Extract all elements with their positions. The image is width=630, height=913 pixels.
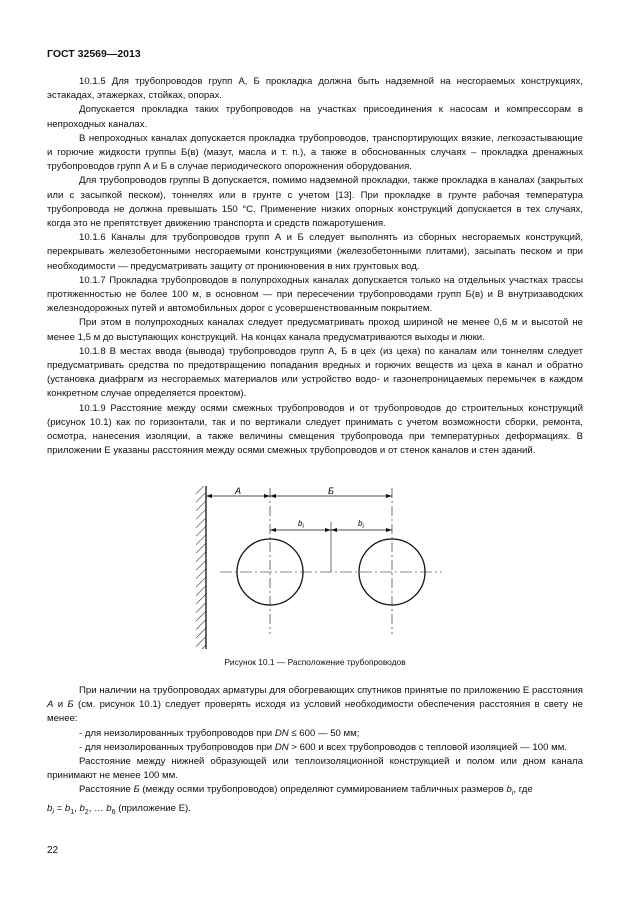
wall-hatching (196, 486, 206, 649)
arrow (331, 528, 337, 532)
paragraph-10-1-5: 10.1.5 Для трубопроводов групп А, Б прокладка должна быть надземной на несгораемых конструкциях, эстакадах, этажерках, стойках, опорах. (47, 76, 583, 102)
body-text-after-figure (47, 684, 583, 820)
page-number: 22 (47, 845, 59, 856)
figure-caption: Рисунок 10.1 — Расположение трубопроводов (224, 657, 406, 667)
paragraph-10-1-7: 10.1.7 Прокладка трубопроводов в полупроходных каналах допускается только на отдельных участках трассы протяженностью не более 100 м, в основном — при пересечении трубопроводами групп Б(в) и В внутризаводских железнодорожных путей и автомобильных дорог с усовершенствованным покрытием. (47, 274, 583, 315)
paragraph: Допускается прокладка таких трубопроводов на участках присоединения к насосам и компрессорам в непроходных каналах. (47, 104, 583, 130)
paragraph: Расстояние между нижней образующей или теплоизоляционной конструкцией и полом или дном канала принимают не менее 100 мм. (47, 756, 583, 782)
dimension-label-a: А (235, 486, 242, 496)
dimension-label-bi-2: $b_i$ (358, 519, 364, 530)
arrow (206, 494, 212, 498)
paragraph-10-1-6: 10.1.6 Каналы для трубопроводов групп А и Б следует выполнять из сборных несгораемых конструкций, перекрывать железобетонными несгораемыми конструкциями (железобетонными плитами), засыпать песком и при необходимости — предусматривать защиту от проникновения в них грунтовых вод. (47, 232, 583, 272)
document-header: ГОСТ 32569—2013 (47, 48, 141, 60)
figure-pipe-layout (180, 484, 460, 654)
arrow (386, 494, 392, 498)
dimension-label-b: Б (328, 486, 334, 496)
paragraph: При наличии на трубопроводах арматуры для обогревающих спутников принятые по приложению Е расстояния А и Б (см. рисунок 10.1) следует проверять исходя из условий необходимости обеспечения расстояния в свету не менее: (47, 685, 583, 725)
paragraph-10-1-8: 10.1.8 В местах ввода (вывода) трубопроводов групп А, Б в цех (из цеха) по каналам или тоннелям следует предусматривать средства по предотвращению попадания вредных и горючих веществ из цеха в канал и обратно (установка диафрагм из несгораемых материалов или устройство водо- и газонепроницаемых перемычек в каждом конкретном случае определяется проектом). (47, 345, 583, 400)
arrow (325, 528, 331, 532)
paragraph: При этом в полупроходных каналах следует предусматривать проход шириной не менее 0,6 м и высотой не менее 1,5 м до выступающих конструкций. На концах канала предусматриваются выходы и люки. (47, 317, 583, 343)
dimension-label-bi-1: $b_i$ (298, 519, 304, 530)
arrow (270, 528, 276, 532)
body-text (47, 75, 583, 458)
paragraph: $b_i = b_1$, $b_2$, … $b_6$ (приложение Е). (47, 802, 191, 816)
arrow (264, 494, 270, 498)
paragraph-10-1-9: 10.1.9 Расстояние между осями смежных трубопроводов и от трубопроводов до строительных конструкций (рисунок 10.1) как по горизонтали, так и по вертикали следует принимать с учетом возможности сборки, ремонта, осмотра, нанесения изоляции, а также величины смещения трубопровода при температурных деформациях. В приложении Е указаны расстояния между осями смежных трубопроводов и от стенок каналов и стен зданий. (47, 402, 583, 457)
list-item: - для неизолированных трубопроводов при DN > 600 и всех трубопроводов с тепловой изоляцией — 100 мм. (79, 741, 567, 753)
paragraph: В непроходных каналах допускается прокладка трубопроводов, транспортирующих вязкие, легкозастывающие и горючие жидкости группы Б(в) (мазут, масла и т. п.), а также в обоснованных случаях – прокладка дренажных трубопроводов групп А и Б в случае периодического опорожнения оборудования. (47, 132, 583, 173)
paragraph: Для трубопроводов группы В допускается, помимо надземной прокладки, также прокладка в каналах (закрытых или с засыпкой песком), тоннелях или в грунте с учетом [13]. При прокладке в грунте рабочая температура трубопровода не должна превышать 150 °С. Применение низких опорных конструкций допускается в тех случаях, когда это не препятствует движению транспорта и средств пожаротушения. (47, 175, 583, 230)
arrow (386, 528, 392, 532)
list-item: - для неизолированных трубопроводов при DN ≤ 600 — 50 мм; (79, 727, 360, 739)
arrow (270, 494, 276, 498)
paragraph: Расстояние Б (между осями трубопроводов) определяют суммированием табличных размеров $b_i$, где (79, 784, 533, 798)
